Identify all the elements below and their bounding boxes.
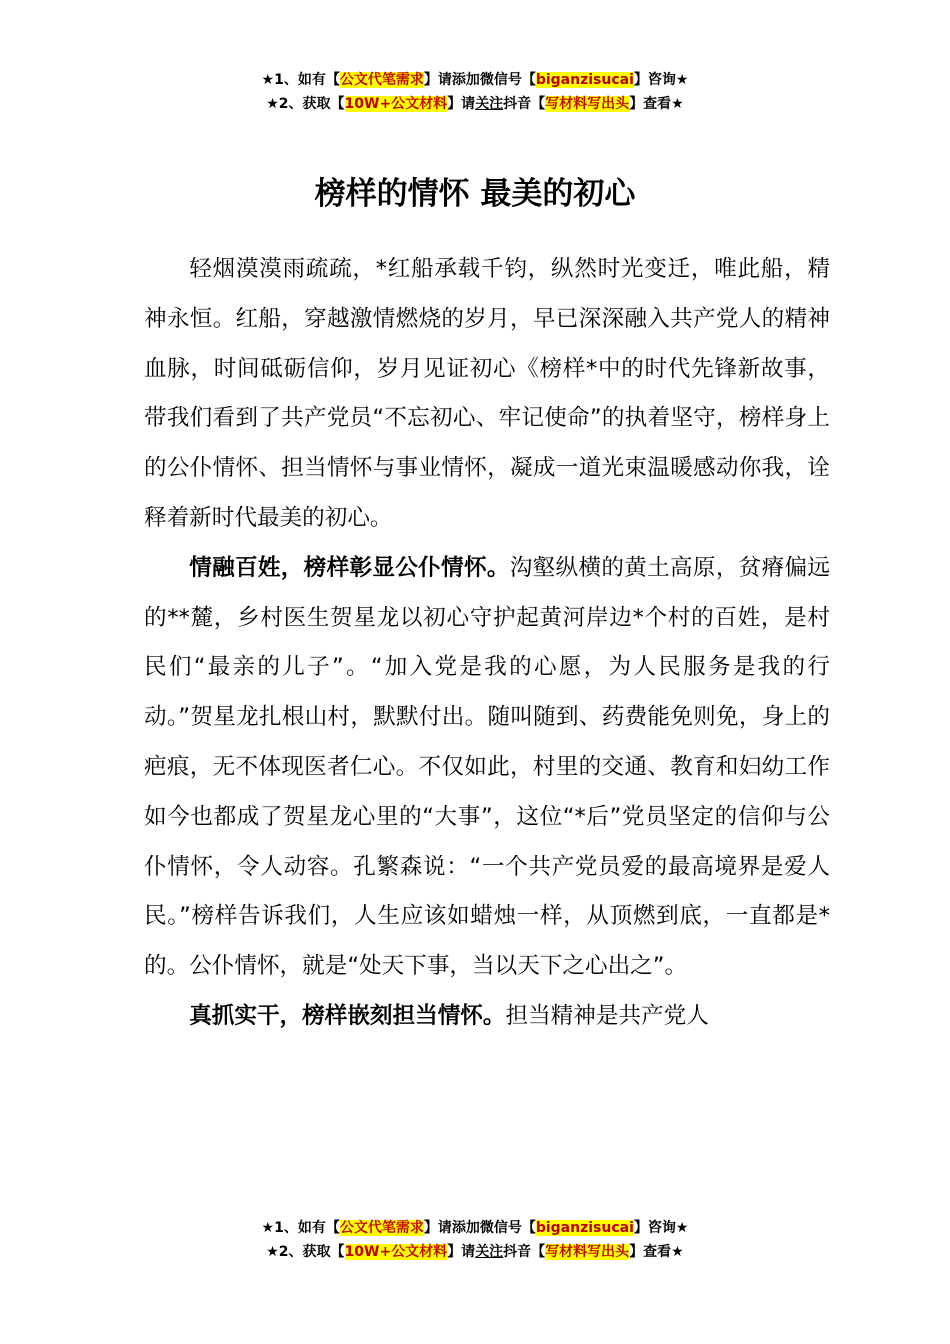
highlight-text: 公文代笔需求 [339, 72, 424, 88]
banner-text: 】请添加微信号【 [423, 1220, 536, 1236]
paragraph-text: 轻烟漠漠雨疏疏，*红船承载千钧，纵然时光变迁，唯此船，精神永恒。红船，穿越激情燃烧的岁月，早已深深融入共产党人的精神血脉，时间砥砺信仰，岁月见证初心《榜样*中的时代先锋新故事，带我们看到了共产党员“不忘初心、牢记使命”的执着坚守，榜样身上的公仆情怀、担当情怀与事业情怀，凝成一道光束温暖感动你我，诠释着新时代最美的初心。 [144, 256, 830, 531]
document-body [144, 245, 830, 1042]
paragraph-lead: 真抓实干，榜样嵌刻担当情怀。 [189, 1002, 506, 1029]
banner-text: 】咨询★ [633, 1220, 689, 1236]
banner-text: 】查看★ [629, 96, 684, 112]
paragraph [144, 245, 830, 544]
banner-text: ★1、如有【 [261, 1220, 340, 1236]
banner-text: 】请 [447, 1244, 476, 1260]
paragraph [144, 544, 830, 992]
paragraph-lead: 情融百姓，榜样彰显公仆情怀。 [189, 554, 510, 581]
document-title: 榜样的情怀 最美的初心 [314, 176, 636, 212]
highlight-text: 10W+公文材料 [344, 1244, 448, 1260]
douyin-id-highlight: 写材料写出头 [545, 1244, 630, 1260]
wechat-id-highlight: biganzisucai [535, 1220, 634, 1236]
underlined-text: 关注 [475, 96, 504, 112]
banner-line-1 [0, 68, 950, 92]
banner-text: 】请 [447, 96, 476, 112]
wechat-id-highlight: biganzisucai [535, 72, 634, 88]
banner-text: ★2、获取【 [266, 1244, 345, 1260]
banner-text: 抖音【 [503, 96, 546, 112]
douyin-id-highlight: 写材料写出头 [545, 96, 630, 112]
paragraph [144, 992, 830, 1042]
banner-line-1 [0, 1216, 950, 1240]
banner-line-2 [0, 1240, 950, 1264]
paragraph-text: 担当精神是共产党人 [505, 1002, 709, 1029]
underlined-text: 关注 [475, 1244, 504, 1260]
banner-text: 】查看★ [629, 1244, 684, 1260]
header-banner [0, 68, 950, 116]
highlight-text: 公文代笔需求 [339, 1220, 424, 1236]
highlight-text: 10W+公文材料 [344, 96, 448, 112]
banner-line-2 [0, 92, 950, 116]
banner-text: ★1、如有【 [261, 72, 340, 88]
banner-text: 抖音【 [503, 1244, 546, 1260]
footer-banner [0, 1216, 950, 1264]
banner-text: 】咨询★ [633, 72, 689, 88]
banner-text: 】请添加微信号【 [423, 72, 536, 88]
paragraph-text: 沟壑纵横的黄土高原，贫瘠偏远的**麓，乡村医生贺星龙以初心守护起黄河岸边*个村的百姓，是村民们“最亲的儿子”。“加入党是我的心愿，为人民服务是我的行动。”贺星龙扎根山村，默默付出。随叫随到、药费能免则免，身上的疤痕，无不体现医者仁心。不仅如此，村里的交通、教育和妇幼工作如今也都成了贺星龙心里的“大事”，这位“*后”党员坚定的信仰与公仆情怀，令人动容。孔繁森说：“一个共产党员爱的最高境界是爱人民。”榜样告诉我们，人生应该如蜡烛一样，从顶燃到底，一直都是*的。公仆情怀，就是“处天下事，当以天下之心出之”。 [144, 554, 831, 980]
banner-text: ★2、获取【 [266, 96, 345, 112]
